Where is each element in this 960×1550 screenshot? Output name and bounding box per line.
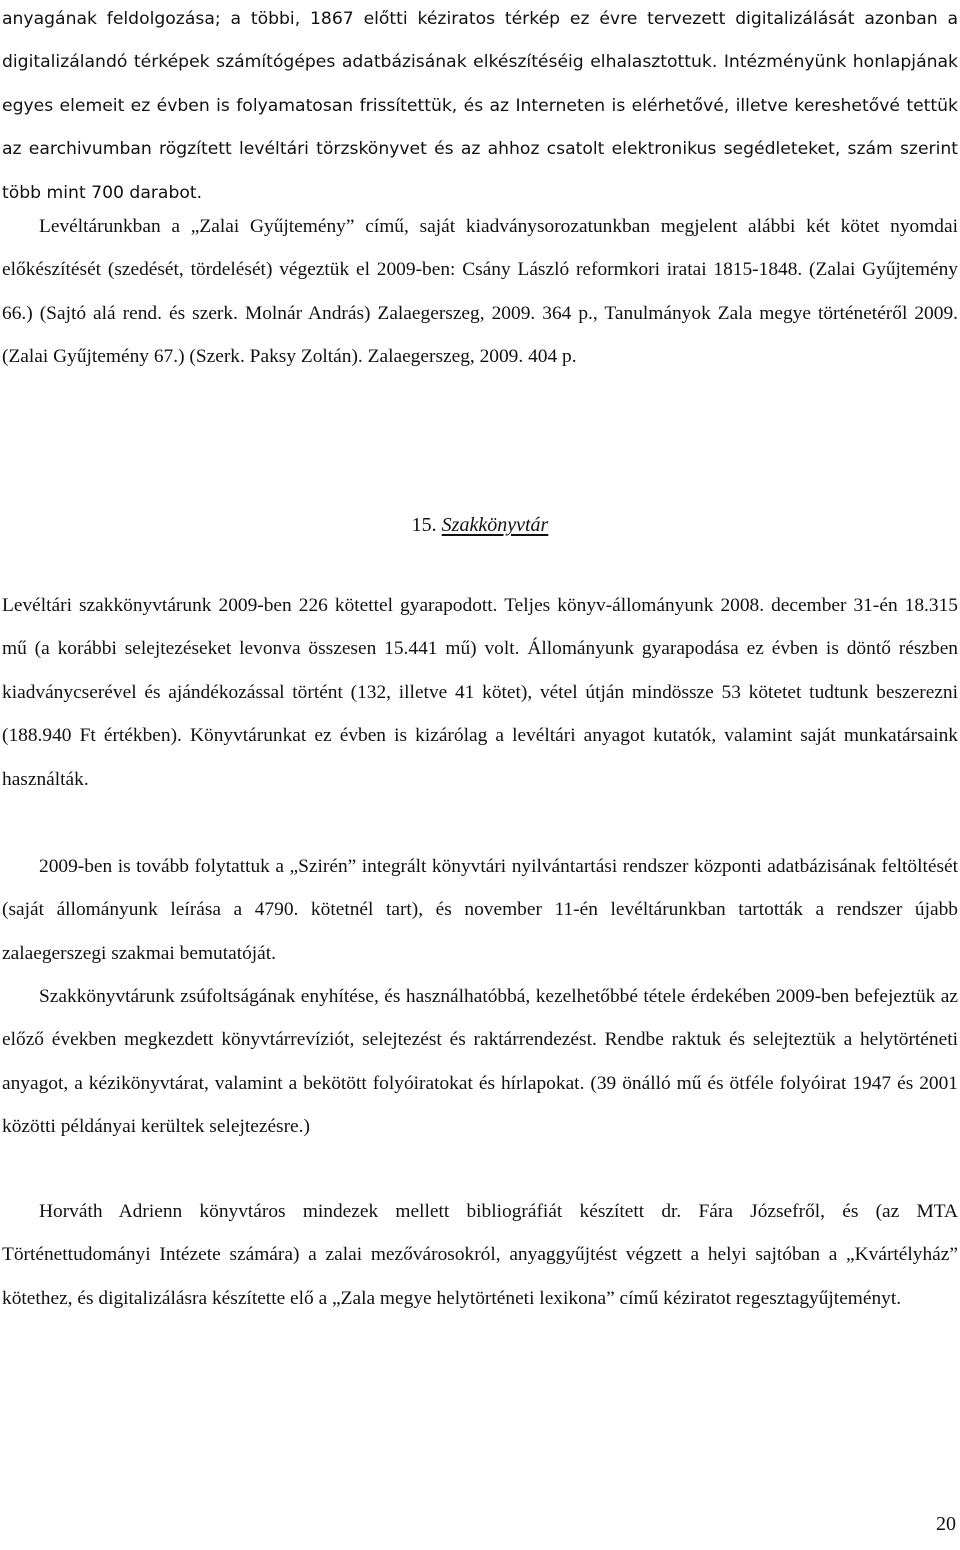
library-revision-paragraph: Szakkönyvtárunk zsúfoltságának enyhítése, és használhatóbbá, kezelhetőbbé tétele érdekében 2009-ben befejeztük az előző években megkezdett könyvtárrevíziót, selejtezést és raktárrendezést. Rendbe raktuk és selejteztük a helytörténeti anyagot, a kézikönyvtárat, valamint a bekötött folyóiratokat és hírlapokat. (39 önálló mű és ötféle folyóirat 1947 és 2001 közötti példányai kerültek selejtezésre.) [2,986,958,1138]
section-number: 15. [411,514,437,536]
librarian-work-paragraph: Horváth Adrienn könyvtáros mindezek mellett bibliográfiát készített dr. Fára Józsefről, és (az MTA Történettudományi Intézete számára) a zalai mezővárosokról, anyaggyűjtést végzett a helyi sajtóban a „Kvártélyház” kötethez, és digitalizálásra készítette elő a „Zala megye helytörténeti lexikona” című kéziratot regesztagyűjteményt. [2,1201,958,1309]
library-stock-paragraph: Levéltári szakkönyvtárunk 2009-ben 226 kötettel gyarapodott. Teljes könyv-állományunk 2008. december 31-én 18.315 mű (a korábbi selejtezéseket levonva összesen 15.441 mű) volt. Állományunk gyarapodása ez évben is döntő részben kiadványcserével és ajándékozással történt (132, illetve 41 kötet), vétel útján mindössze 53 kötetet tudtunk beszerezni (188.940 Ft értékben). Könyvtárunkat ez évben is kizárólag a levéltári anyagot kutatók, valamint saját munkatársaink használták. [2,595,958,790]
section-title: Szakkönyvtár [441,514,549,536]
section-heading [0,505,960,545]
intro-paragraph: anyagának feldolgozása; a többi, 1867 előtti kéziratos térkép ez évre tervezett digitalizálását azonban a digitalizálandó térképek számítógépes adatbázisának elkészítéséig elhalasztottuk. Intézményünk honlapjának egyes elemeit ez évben is folyamatosan frissítettük, és az Interneten is elérhetővé, illetve kereshetővé tettük az earchivumban rögzített levéltári törzskönyvet és az ahhoz csatolt elektronikus segédleteket, szám szerint több mint 700 darabot. [2,9,958,203]
page-number: 20 [936,1513,956,1535]
publications-paragraph: Levéltárunkban a „Zalai Gyűjtemény” című, saját kiadványsorozatunkban megjelent alábbi két kötet nyomdai előkészítését (szedését, tördelését) végeztük el 2009-ben: Csány László reformkori iratai 1815-1848. (Zalai Gyűjtemény 66.) (Sajtó alá rend. és szerk. Molnár András) Zalaegerszeg, 2009. 364 p., Tanulmányok Zala megye történetéről 2009. (Zalai Gyűjtemény 67.) (Szerk. Paksy Zoltán). Zalaegerszeg, 2009. 404 p. [2,216,958,368]
siren-system-paragraph: 2009-ben is tovább folytattuk a „Szirén” integrált könyvtári nyilvántartási rendszer központi adatbázisának feltöltését (saját állományunk leírása a 4790. kötetnél tart), és november 11-én levéltárunkban tartották a rendszer újabb zalaegerszegi szakmai bemutatóját. [2,856,958,964]
